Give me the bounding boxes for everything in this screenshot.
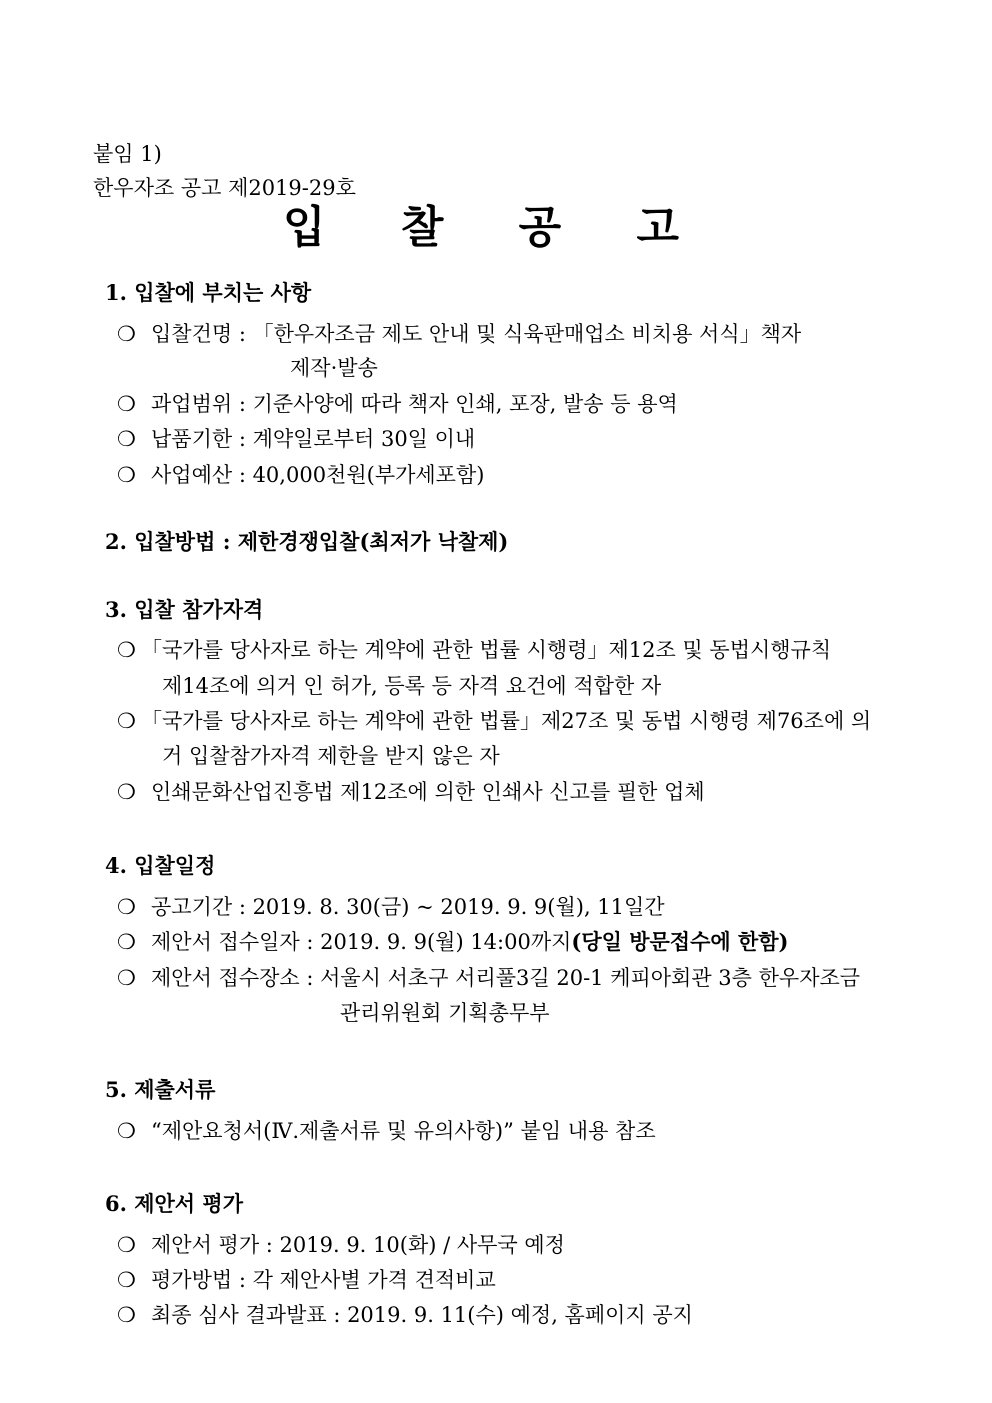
bullet-icon: ❍ <box>117 463 136 487</box>
bullet-icon: ❍ <box>117 1233 136 1257</box>
s1-item-2 <box>117 390 678 418</box>
s6-item-1 <box>117 1231 565 1259</box>
s6-item-2-text: 평가방법 : 각 제안사별 가격 견적비교 <box>151 1268 496 1292</box>
bullet-icon: ❍ <box>117 392 136 416</box>
s1-item-2-text: 과업범위 : 기준사양에 따라 책자 인쇄, 포장, 발송 등 용역 <box>151 392 678 416</box>
s6-item-3-text: 최종 심사 결과발표 : 2019. 9. 11(수) 예정, 홈페이지 공지 <box>151 1303 693 1327</box>
s3-item-2-text: 「국가를 당사자로 하는 계약에 관한 법률」제27조 및 동법 시행령 제76조에 의 <box>141 709 872 733</box>
s4-item-3 <box>117 964 860 992</box>
s6-item-2 <box>117 1266 496 1294</box>
s4-item-3-cont: 관리위원회 기획총무부 <box>340 1001 550 1025</box>
bullet-icon: ❍ <box>117 966 136 990</box>
s1-item-4-text: 사업예산 : 40,000천원(부가세포함) <box>151 463 485 487</box>
s3-item-3 <box>117 778 705 806</box>
page-title: 입 찰 공 고 <box>283 202 709 253</box>
s4-item-2-emphasis: (당일 방문접수에 한함) <box>571 929 789 954</box>
bullet-icon: ❍ <box>117 895 136 919</box>
s4-item-2-text: 제안서 접수일자 : 2019. 9. 9(월) 14:00까지 <box>151 930 572 954</box>
bullet-icon: ❍ <box>117 638 136 662</box>
s3-item-1-text: 「국가를 당사자로 하는 계약에 관한 법률 시행령」제12조 및 동법시행규칙 <box>141 638 832 662</box>
notice-number: 한우자조 공고 제2019-29호 <box>93 176 356 200</box>
s3-item-1 <box>117 636 831 664</box>
bullet-icon: ❍ <box>117 1268 136 1292</box>
s6-item-3 <box>117 1301 693 1329</box>
s1-item-1 <box>117 320 801 348</box>
attachment-label: 붙임 1) <box>93 142 162 166</box>
s1-item-3 <box>117 425 475 453</box>
section-3-heading: 3. 입찰 참가자격 <box>105 597 264 622</box>
bullet-icon: ❍ <box>117 709 136 733</box>
s3-item-2 <box>117 707 871 735</box>
s1-item-4 <box>117 461 484 489</box>
bullet-icon: ❍ <box>117 1119 136 1143</box>
bullet-icon: ❍ <box>117 1303 136 1327</box>
s3-item-3-text: 인쇄문화산업진흥법 제12조에 의한 인쇄사 신고를 필한 업체 <box>151 780 705 804</box>
s4-item-3-text: 제안서 접수장소 : 서울시 서초구 서리풀3길 20-1 케피아회관 3층 한우자조금 <box>151 966 861 990</box>
s3-item-2-cont: 거 입찰참가자격 제한을 받지 않은 자 <box>162 744 500 768</box>
section-5-heading: 5. 제출서류 <box>105 1077 216 1102</box>
section-4-heading: 4. 입찰일정 <box>105 853 216 878</box>
s3-item-1-cont: 제14조에 의거 인 허가, 등록 등 자격 요건에 적합한 자 <box>162 674 662 698</box>
s4-item-1 <box>117 893 665 921</box>
bullet-icon: ❍ <box>117 780 136 804</box>
section-1-heading: 1. 입찰에 부치는 사항 <box>105 280 312 305</box>
s1-item-1-text: 입찰건명 : 「한우자조금 제도 안내 및 식육판매업소 비치용 서식」책자 <box>151 322 802 346</box>
bullet-icon: ❍ <box>117 930 136 954</box>
s5-item-1 <box>117 1117 656 1145</box>
s1-item-1-cont: 제작·발송 <box>290 356 378 380</box>
s5-item-1-text: “제안요청서(Ⅳ.제출서류 및 유의사항)” 붙임 내용 참조 <box>151 1119 656 1143</box>
bullet-icon: ❍ <box>117 322 136 346</box>
s1-item-3-text: 납품기한 : 계약일로부터 30일 이내 <box>151 427 476 451</box>
s4-item-1-text: 공고기간 : 2019. 8. 30(금) ~ 2019. 9. 9(월), 11일간 <box>151 895 665 919</box>
bullet-icon: ❍ <box>117 427 136 451</box>
s6-item-1-text: 제안서 평가 : 2019. 9. 10(화) / 사무국 예정 <box>151 1233 565 1257</box>
section-6-heading: 6. 제안서 평가 <box>105 1191 243 1216</box>
s4-item-2 <box>117 928 788 956</box>
section-2-heading: 2. 입찰방법 : 제한경쟁입찰(최저가 낙찰제) <box>105 529 509 554</box>
